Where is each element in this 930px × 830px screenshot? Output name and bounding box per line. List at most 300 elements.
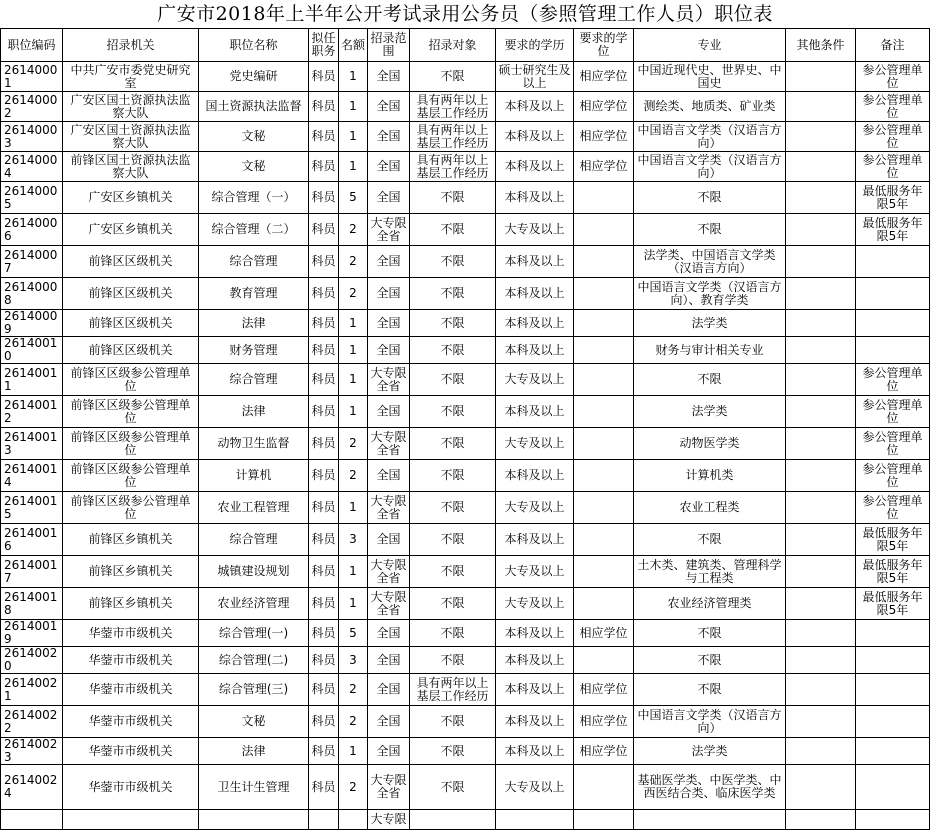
table-cell: 全国	[368, 246, 410, 278]
table-cell: 文秘	[199, 152, 309, 182]
table-cell: 科员	[309, 674, 339, 706]
table-cell	[574, 337, 634, 364]
table-cell	[574, 428, 634, 460]
table-cell: 大专限全省	[368, 556, 410, 588]
table-cell: 1	[339, 62, 368, 92]
table-cell: 华蓥市市级机关	[63, 647, 199, 674]
table-cell: 科员	[309, 278, 339, 310]
table-cell: 不限	[410, 620, 496, 647]
table-cell: 26140006	[1, 214, 63, 246]
table-cell: 26140010	[1, 337, 63, 364]
table-cell: 前锋区乡镇机关	[63, 524, 199, 556]
table-cell: 科员	[309, 588, 339, 620]
table-cell	[786, 706, 856, 738]
table-cell	[786, 122, 856, 152]
table-cell: 科员	[309, 152, 339, 182]
table-cell: 大专及以上	[496, 214, 574, 246]
table-cell: 大专及以上	[496, 556, 574, 588]
table-cell: 26140015	[1, 492, 63, 524]
table-cell: 全国	[368, 396, 410, 428]
table-cell: 广安区国土资源执法监察大队	[63, 122, 199, 152]
table-cell: 相应学位	[574, 674, 634, 706]
table-cell: 26140021	[1, 674, 63, 706]
table-cell	[856, 810, 930, 830]
table-cell: 科员	[309, 62, 339, 92]
table-cell: 科员	[309, 556, 339, 588]
table-cell: 前锋区区级参公管理单位	[63, 492, 199, 524]
table-cell: 综合管理（二）	[199, 214, 309, 246]
positions-table	[0, 28, 930, 830]
header-cell: 职位名称	[199, 29, 309, 62]
table-cell: 参公管理单位	[856, 460, 930, 492]
table-cell: 本科及以上	[496, 738, 574, 765]
table-cell: 1	[339, 492, 368, 524]
table-cell: 不限	[410, 524, 496, 556]
table-cell: 综合管理	[199, 524, 309, 556]
table-row	[1, 364, 930, 396]
table-cell	[786, 647, 856, 674]
table-cell: 全国	[368, 460, 410, 492]
table-cell: 综合管理	[199, 246, 309, 278]
table-cell: 不限	[410, 647, 496, 674]
table-cell: 26140017	[1, 556, 63, 588]
table-cell: 2	[339, 278, 368, 310]
table-cell: 不限	[410, 337, 496, 364]
table-cell: 26140005	[1, 182, 63, 214]
table-cell: 全国	[368, 674, 410, 706]
table-cell	[786, 214, 856, 246]
table-cell: 不限	[410, 310, 496, 337]
header-row	[1, 29, 930, 62]
table-cell	[574, 364, 634, 396]
table-cell: 本科及以上	[496, 278, 574, 310]
table-cell: 本科及以上	[496, 310, 574, 337]
page-title: 广安市2018年上半年公开考试录用公务员（参照管理工作人员）职位表	[157, 3, 773, 25]
table-cell	[339, 810, 368, 830]
table-cell: 中国语言文学类（汉语言方向）	[634, 706, 786, 738]
table-cell: 科员	[309, 364, 339, 396]
table-row	[1, 310, 930, 337]
table-cell	[574, 214, 634, 246]
table-cell: 全国	[368, 152, 410, 182]
table-cell	[786, 588, 856, 620]
header-cell: 备注	[856, 29, 930, 62]
table-cell	[574, 278, 634, 310]
table-cell: 农业工程类	[634, 492, 786, 524]
table-cell	[856, 620, 930, 647]
table-cell: 硕士研究生及以上	[496, 62, 574, 92]
table-row	[1, 588, 930, 620]
table-cell: 计算机	[199, 460, 309, 492]
table-cell: 国土资源执法监督	[199, 92, 309, 122]
table-cell	[574, 810, 634, 830]
table-cell: 华蓥市市级机关	[63, 738, 199, 765]
table-cell: 26140020	[1, 647, 63, 674]
table-cell: 科员	[309, 182, 339, 214]
table-cell: 中共广安市委党史研究室	[63, 62, 199, 92]
table-row	[1, 524, 930, 556]
table-cell: 计算机类	[634, 460, 786, 492]
table-cell: 法学类	[634, 310, 786, 337]
header-cell: 拟任职务	[309, 29, 339, 62]
table-row	[1, 706, 930, 738]
table-row	[1, 152, 930, 182]
table-cell	[786, 460, 856, 492]
table-cell: 具有两年以上基层工作经历	[410, 152, 496, 182]
table-cell: 科员	[309, 620, 339, 647]
table-cell: 不限	[410, 460, 496, 492]
table-cell: 本科及以上	[496, 152, 574, 182]
table-cell: 前锋区区级机关	[63, 310, 199, 337]
table-row	[1, 182, 930, 214]
table-cell: 科员	[309, 492, 339, 524]
table-cell	[574, 246, 634, 278]
table-cell: 法律	[199, 310, 309, 337]
table-cell: 26140018	[1, 588, 63, 620]
table-row	[1, 738, 930, 765]
table-cell: 26140004	[1, 152, 63, 182]
table-cell: 综合管理(三)	[199, 674, 309, 706]
table-cell	[574, 647, 634, 674]
table-cell: 测绘类、地质类、矿业类	[634, 92, 786, 122]
table-cell: 1	[339, 396, 368, 428]
table-cell: 本科及以上	[496, 647, 574, 674]
table-cell: 全国	[368, 122, 410, 152]
table-cell: 华蓥市市级机关	[63, 765, 199, 810]
table-cell: 综合管理(一)	[199, 620, 309, 647]
table-cell: 法律	[199, 738, 309, 765]
table-cell: 1	[339, 556, 368, 588]
table-cell: 中国语言文学类（汉语言方向）	[634, 152, 786, 182]
table-cell: 26140003	[1, 122, 63, 152]
table-cell: 不限	[410, 428, 496, 460]
table-cell: 本科及以上	[496, 620, 574, 647]
table-row	[1, 460, 930, 492]
table-cell: 大专限全省	[368, 588, 410, 620]
table-cell	[496, 810, 574, 830]
table-cell: 全国	[368, 620, 410, 647]
table-cell: 科员	[309, 396, 339, 428]
table-cell: 基础医学类、中医学类、中西医结合类、临床医学类	[634, 765, 786, 810]
table-cell: 法学类	[634, 738, 786, 765]
table-cell: 相应学位	[574, 738, 634, 765]
table-cell	[309, 810, 339, 830]
table-cell	[856, 765, 930, 810]
table-cell: 2	[339, 246, 368, 278]
table-cell: 最低服务年限5年	[856, 524, 930, 556]
table-cell: 26140008	[1, 278, 63, 310]
table-cell: 广安区乡镇机关	[63, 182, 199, 214]
table-cell: 本科及以上	[496, 122, 574, 152]
table-cell: 不限	[634, 674, 786, 706]
table-cell: 大专限全省	[368, 492, 410, 524]
table-cell	[786, 738, 856, 765]
table-row	[1, 674, 930, 706]
table-cell: 卫生计生管理	[199, 765, 309, 810]
table-row	[1, 214, 930, 246]
table-cell: 科员	[309, 214, 339, 246]
table-body	[1, 62, 930, 830]
table-cell: 前锋区区级参公管理单位	[63, 428, 199, 460]
table-cell	[574, 182, 634, 214]
table-cell: 科员	[309, 92, 339, 122]
table-cell	[856, 278, 930, 310]
table-cell	[1, 810, 63, 830]
table-cell: 不限	[410, 182, 496, 214]
table-cell: 农业工程管理	[199, 492, 309, 524]
table-cell	[786, 278, 856, 310]
table-cell: 26140007	[1, 246, 63, 278]
table-cell: 本科及以上	[496, 460, 574, 492]
table-cell	[786, 556, 856, 588]
table-cell: 大专及以上	[496, 588, 574, 620]
table-cell: 相应学位	[574, 92, 634, 122]
table-cell: 不限	[410, 278, 496, 310]
table-cell: 相应学位	[574, 706, 634, 738]
table-cell: 2	[339, 706, 368, 738]
table-cell: 农业经济管理	[199, 588, 309, 620]
table-cell: 科员	[309, 738, 339, 765]
table-cell: 2	[339, 674, 368, 706]
table-cell: 26140013	[1, 428, 63, 460]
table-cell	[786, 492, 856, 524]
table-cell: 参公管理单位	[856, 428, 930, 460]
table-cell: 动物卫生监督	[199, 428, 309, 460]
table-cell: 3	[339, 647, 368, 674]
table-cell: 26140023	[1, 738, 63, 765]
table-cell: 财务管理	[199, 337, 309, 364]
table-cell: 1	[339, 92, 368, 122]
table-cell: 农业经济管理类	[634, 588, 786, 620]
table-cell	[786, 92, 856, 122]
table-cell: 26140024	[1, 765, 63, 810]
table-row	[1, 337, 930, 364]
table-cell	[574, 556, 634, 588]
table-cell: 法学类	[634, 396, 786, 428]
table-cell: 前锋区区级机关	[63, 337, 199, 364]
table-cell: 大专及以上	[496, 428, 574, 460]
table-cell: 参公管理单位	[856, 396, 930, 428]
header-cell: 其他条件	[786, 29, 856, 62]
table-cell: 26140001	[1, 62, 63, 92]
table-cell	[786, 310, 856, 337]
table-cell: 法学类、中国语言文学类（汉语言方向）	[634, 246, 786, 278]
table-cell: 教育管理	[199, 278, 309, 310]
table-cell: 1	[339, 122, 368, 152]
table-cell: 广安区乡镇机关	[63, 214, 199, 246]
table-cell: 参公管理单位	[856, 92, 930, 122]
table-cell	[856, 674, 930, 706]
table-cell: 1	[339, 152, 368, 182]
table-cell: 1	[339, 364, 368, 396]
table-row	[1, 810, 930, 830]
table-cell: 参公管理单位	[856, 62, 930, 92]
table-cell: 不限	[410, 364, 496, 396]
table-cell: 不限	[410, 765, 496, 810]
table-cell: 1	[339, 310, 368, 337]
table-cell: 前锋区乡镇机关	[63, 588, 199, 620]
table-cell: 相应学位	[574, 152, 634, 182]
table-cell: 大专限	[368, 810, 410, 830]
table-cell: 不限	[410, 492, 496, 524]
table-cell: 最低服务年限5年	[856, 214, 930, 246]
table-cell	[856, 647, 930, 674]
table-cell: 参公管理单位	[856, 152, 930, 182]
table-cell: 不限	[410, 738, 496, 765]
header-cell: 名额	[339, 29, 368, 62]
table-cell: 26140014	[1, 460, 63, 492]
table-cell: 全国	[368, 706, 410, 738]
table-cell	[856, 706, 930, 738]
table-row	[1, 428, 930, 460]
table-cell	[410, 810, 496, 830]
table-cell	[856, 337, 930, 364]
table-cell: 1	[339, 588, 368, 620]
table-cell: 科员	[309, 524, 339, 556]
table-cell: 最低服务年限5年	[856, 182, 930, 214]
table-cell: 动物医学类	[634, 428, 786, 460]
table-cell: 26140012	[1, 396, 63, 428]
table-cell: 2	[339, 428, 368, 460]
table-cell	[574, 765, 634, 810]
table-cell: 科员	[309, 460, 339, 492]
table-cell	[856, 310, 930, 337]
table-cell: 具有两年以上基层工作经历	[410, 122, 496, 152]
table-cell: 不限	[410, 588, 496, 620]
table-cell: 5	[339, 620, 368, 647]
header-cell: 招录范围	[368, 29, 410, 62]
table-row	[1, 556, 930, 588]
table-cell: 2	[339, 460, 368, 492]
table-cell: 本科及以上	[496, 524, 574, 556]
table-cell: 前锋区国土资源执法监察大队	[63, 152, 199, 182]
table-cell: 26140002	[1, 92, 63, 122]
table-cell: 土木类、建筑类、管理科学与工程类	[634, 556, 786, 588]
table-cell: 不限	[634, 214, 786, 246]
table-cell: 5	[339, 182, 368, 214]
table-cell: 26140011	[1, 364, 63, 396]
table-cell: 不限	[410, 396, 496, 428]
table-cell	[574, 396, 634, 428]
table-cell: 城镇建设规划	[199, 556, 309, 588]
table-cell	[786, 765, 856, 810]
table-cell	[786, 524, 856, 556]
table-cell: 全国	[368, 738, 410, 765]
table-cell: 不限	[410, 556, 496, 588]
table-cell: 最低服务年限5年	[856, 588, 930, 620]
table-row	[1, 92, 930, 122]
table-cell: 大专及以上	[496, 364, 574, 396]
table-cell: 华蓥市市级机关	[63, 620, 199, 647]
table-cell	[574, 524, 634, 556]
table-row	[1, 246, 930, 278]
table-cell: 法律	[199, 396, 309, 428]
table-cell: 文秘	[199, 122, 309, 152]
table-cell	[786, 337, 856, 364]
table-cell	[786, 182, 856, 214]
table-cell: 中国近现代史、世界史、中国史	[634, 62, 786, 92]
table-cell: 不限	[634, 364, 786, 396]
table-cell: 中国语言文学类（汉语言方向）	[634, 122, 786, 152]
table-cell	[786, 152, 856, 182]
table-cell: 科员	[309, 428, 339, 460]
table-cell	[574, 588, 634, 620]
table-cell: 全国	[368, 182, 410, 214]
table-cell: 前锋区区级参公管理单位	[63, 364, 199, 396]
table-cell: 最低服务年限5年	[856, 556, 930, 588]
table-cell	[634, 810, 786, 830]
table-cell	[786, 62, 856, 92]
table-cell: 本科及以上	[496, 92, 574, 122]
table-cell: 本科及以上	[496, 337, 574, 364]
table-cell: 中国语言文学类（汉语言方向）、教育学类	[634, 278, 786, 310]
table-cell: 不限	[634, 647, 786, 674]
table-cell: 前锋区区级机关	[63, 278, 199, 310]
table-cell: 科员	[309, 246, 339, 278]
table-cell: 不限	[410, 706, 496, 738]
table-cell: 相应学位	[574, 62, 634, 92]
table-cell: 科员	[309, 337, 339, 364]
table-row	[1, 278, 930, 310]
table-cell: 党史编研	[199, 62, 309, 92]
table-cell	[786, 620, 856, 647]
table-cell: 3	[339, 524, 368, 556]
table-cell: 全国	[368, 337, 410, 364]
table-cell	[574, 460, 634, 492]
header-cell: 招录对象	[410, 29, 496, 62]
table-cell: 综合管理	[199, 364, 309, 396]
table-cell: 26140022	[1, 706, 63, 738]
table-cell: 综合管理(二)	[199, 647, 309, 674]
table-row	[1, 62, 930, 92]
table-cell: 大专限全省	[368, 214, 410, 246]
table-cell: 本科及以上	[496, 396, 574, 428]
table-cell	[786, 428, 856, 460]
header-cell: 职位编码	[1, 29, 63, 62]
table-cell: 2	[339, 214, 368, 246]
table-cell: 不限	[410, 246, 496, 278]
table-cell	[63, 810, 199, 830]
table-cell: 具有两年以上基层工作经历	[410, 92, 496, 122]
table-cell: 财务与审计相关专业	[634, 337, 786, 364]
table-cell	[786, 396, 856, 428]
table-cell: 26140016	[1, 524, 63, 556]
table-cell: 本科及以上	[496, 246, 574, 278]
table-cell: 广安区国土资源执法监察大队	[63, 92, 199, 122]
table-cell: 全国	[368, 647, 410, 674]
table-cell: 全国	[368, 62, 410, 92]
table-cell: 科员	[309, 647, 339, 674]
table-row	[1, 765, 930, 810]
table-cell: 科员	[309, 122, 339, 152]
header-cell: 要求的学位	[574, 29, 634, 62]
table-cell: 大专限全省	[368, 765, 410, 810]
table-cell: 全国	[368, 92, 410, 122]
table-cell	[574, 310, 634, 337]
table-cell: 26140009	[1, 310, 63, 337]
table-cell: 不限	[410, 214, 496, 246]
table-cell: 本科及以上	[496, 674, 574, 706]
table-cell	[786, 674, 856, 706]
table-cell	[856, 738, 930, 765]
table-cell: 华蓥市市级机关	[63, 674, 199, 706]
header-cell: 招录机关	[63, 29, 199, 62]
table-cell: 前锋区区级机关	[63, 246, 199, 278]
table-cell: 全国	[368, 524, 410, 556]
table-cell: 1	[339, 738, 368, 765]
table-row	[1, 122, 930, 152]
table-cell: 前锋区区级参公管理单位	[63, 460, 199, 492]
